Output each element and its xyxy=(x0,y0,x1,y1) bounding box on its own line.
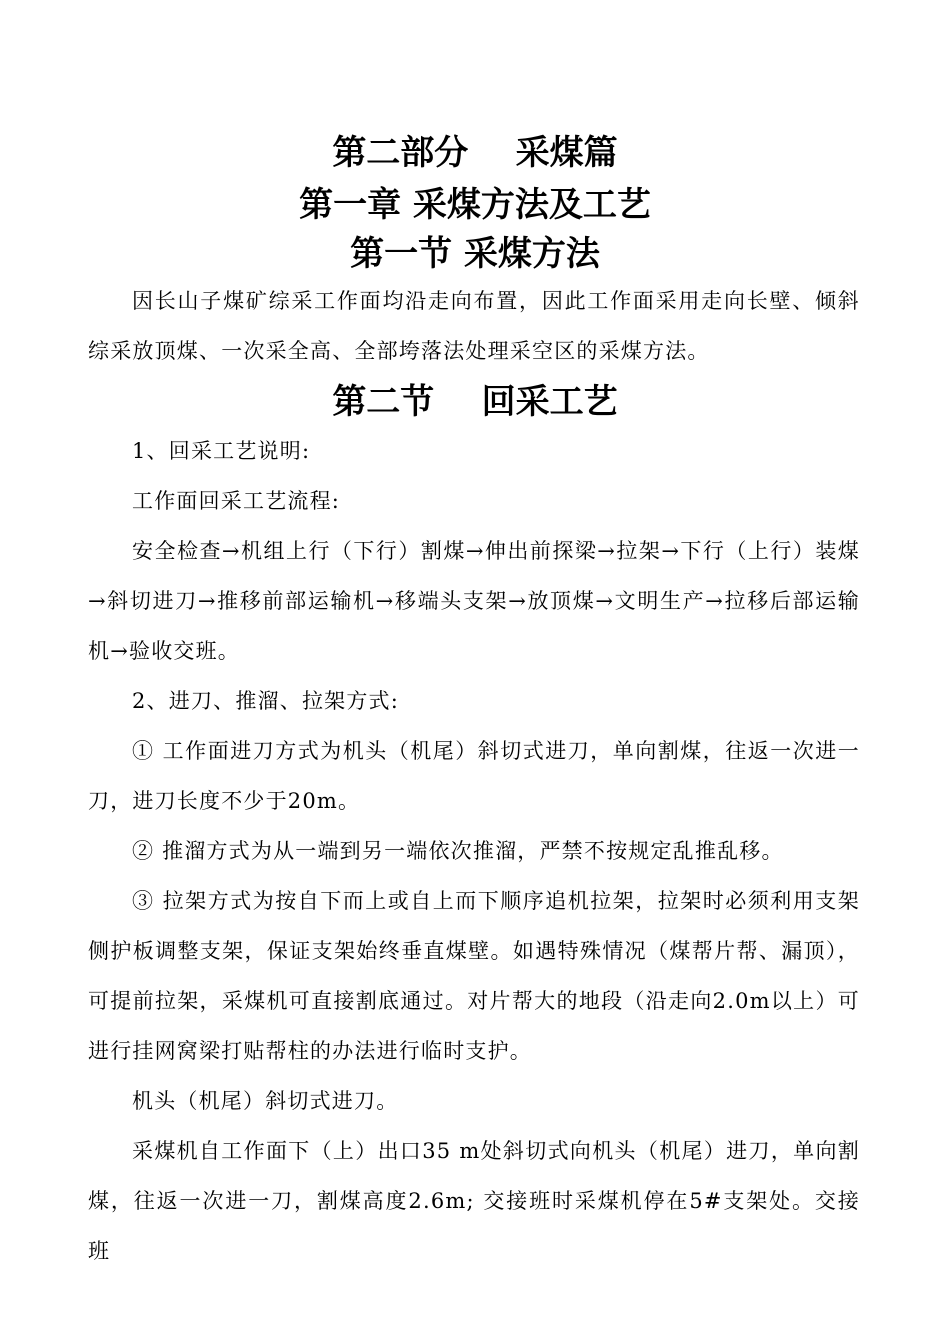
chapter-heading: 第一章 采煤方法及工艺 xyxy=(299,185,651,225)
point3-paragraph: ③ 拉架方式为按自下而上或自上而下顺序追机拉架，拉架时必须利用支架侧护板调整支架，保证支架始终垂直煤壁。如遇特殊情况（煤帮片帮、漏顶），可提前拉架，采煤机可直接割底通过。对片帮大的地段（沿走向2.0m以上）可进行挂网窝梁打贴帮柱的办法进行临时支护。 xyxy=(88,889,860,1063)
method-paragraph: 因长山子煤矿综采工作面均沿走向布置，因此工作面采用走向长壁、倾斜综采放顶煤、一次采全高、全部垮落法处理采空区的采煤方法。 xyxy=(88,289,860,363)
section-heading-process: 第二节 回采工艺 xyxy=(332,382,618,422)
cut-title: 机头（机尾）斜切式进刀。 xyxy=(132,1089,399,1113)
flow-paragraph: 安全检查→机组上行（下行）割煤→伸出前探梁→拉架→下行（上行）装煤→斜切进刀→推移前部运输机→移端头支架→放顶煤→文明生产→拉移后部运输机→验收交班。 xyxy=(88,539,860,663)
point2-paragraph: ② 推溜方式为从一端到另一端依次推溜，严禁不按规定乱推乱移。 xyxy=(132,839,784,863)
section-heading-method: 第一节 采煤方法 xyxy=(350,234,600,274)
item1-title: 1、回采工艺说明: xyxy=(132,439,311,463)
point1-paragraph: ① 工作面进刀方式为机头（机尾）斜切式进刀，单向割煤，往返一次进一刀，进刀长度不少于20m。 xyxy=(88,739,860,813)
part-heading: 第二部分 采煤篇 xyxy=(332,133,618,173)
flow-title: 工作面回采工艺流程: xyxy=(132,489,341,513)
cut-paragraph: 采煤机自工作面下（上）出口35 m处斜切式向机头（机尾）进刀，单向割煤，往返一次进一刀，割煤高度2.6m; 交接班时采煤机停在5#支架处。交接班 xyxy=(88,1139,860,1263)
item2-title: 2、进刀、推溜、拉架方式: xyxy=(132,689,400,713)
